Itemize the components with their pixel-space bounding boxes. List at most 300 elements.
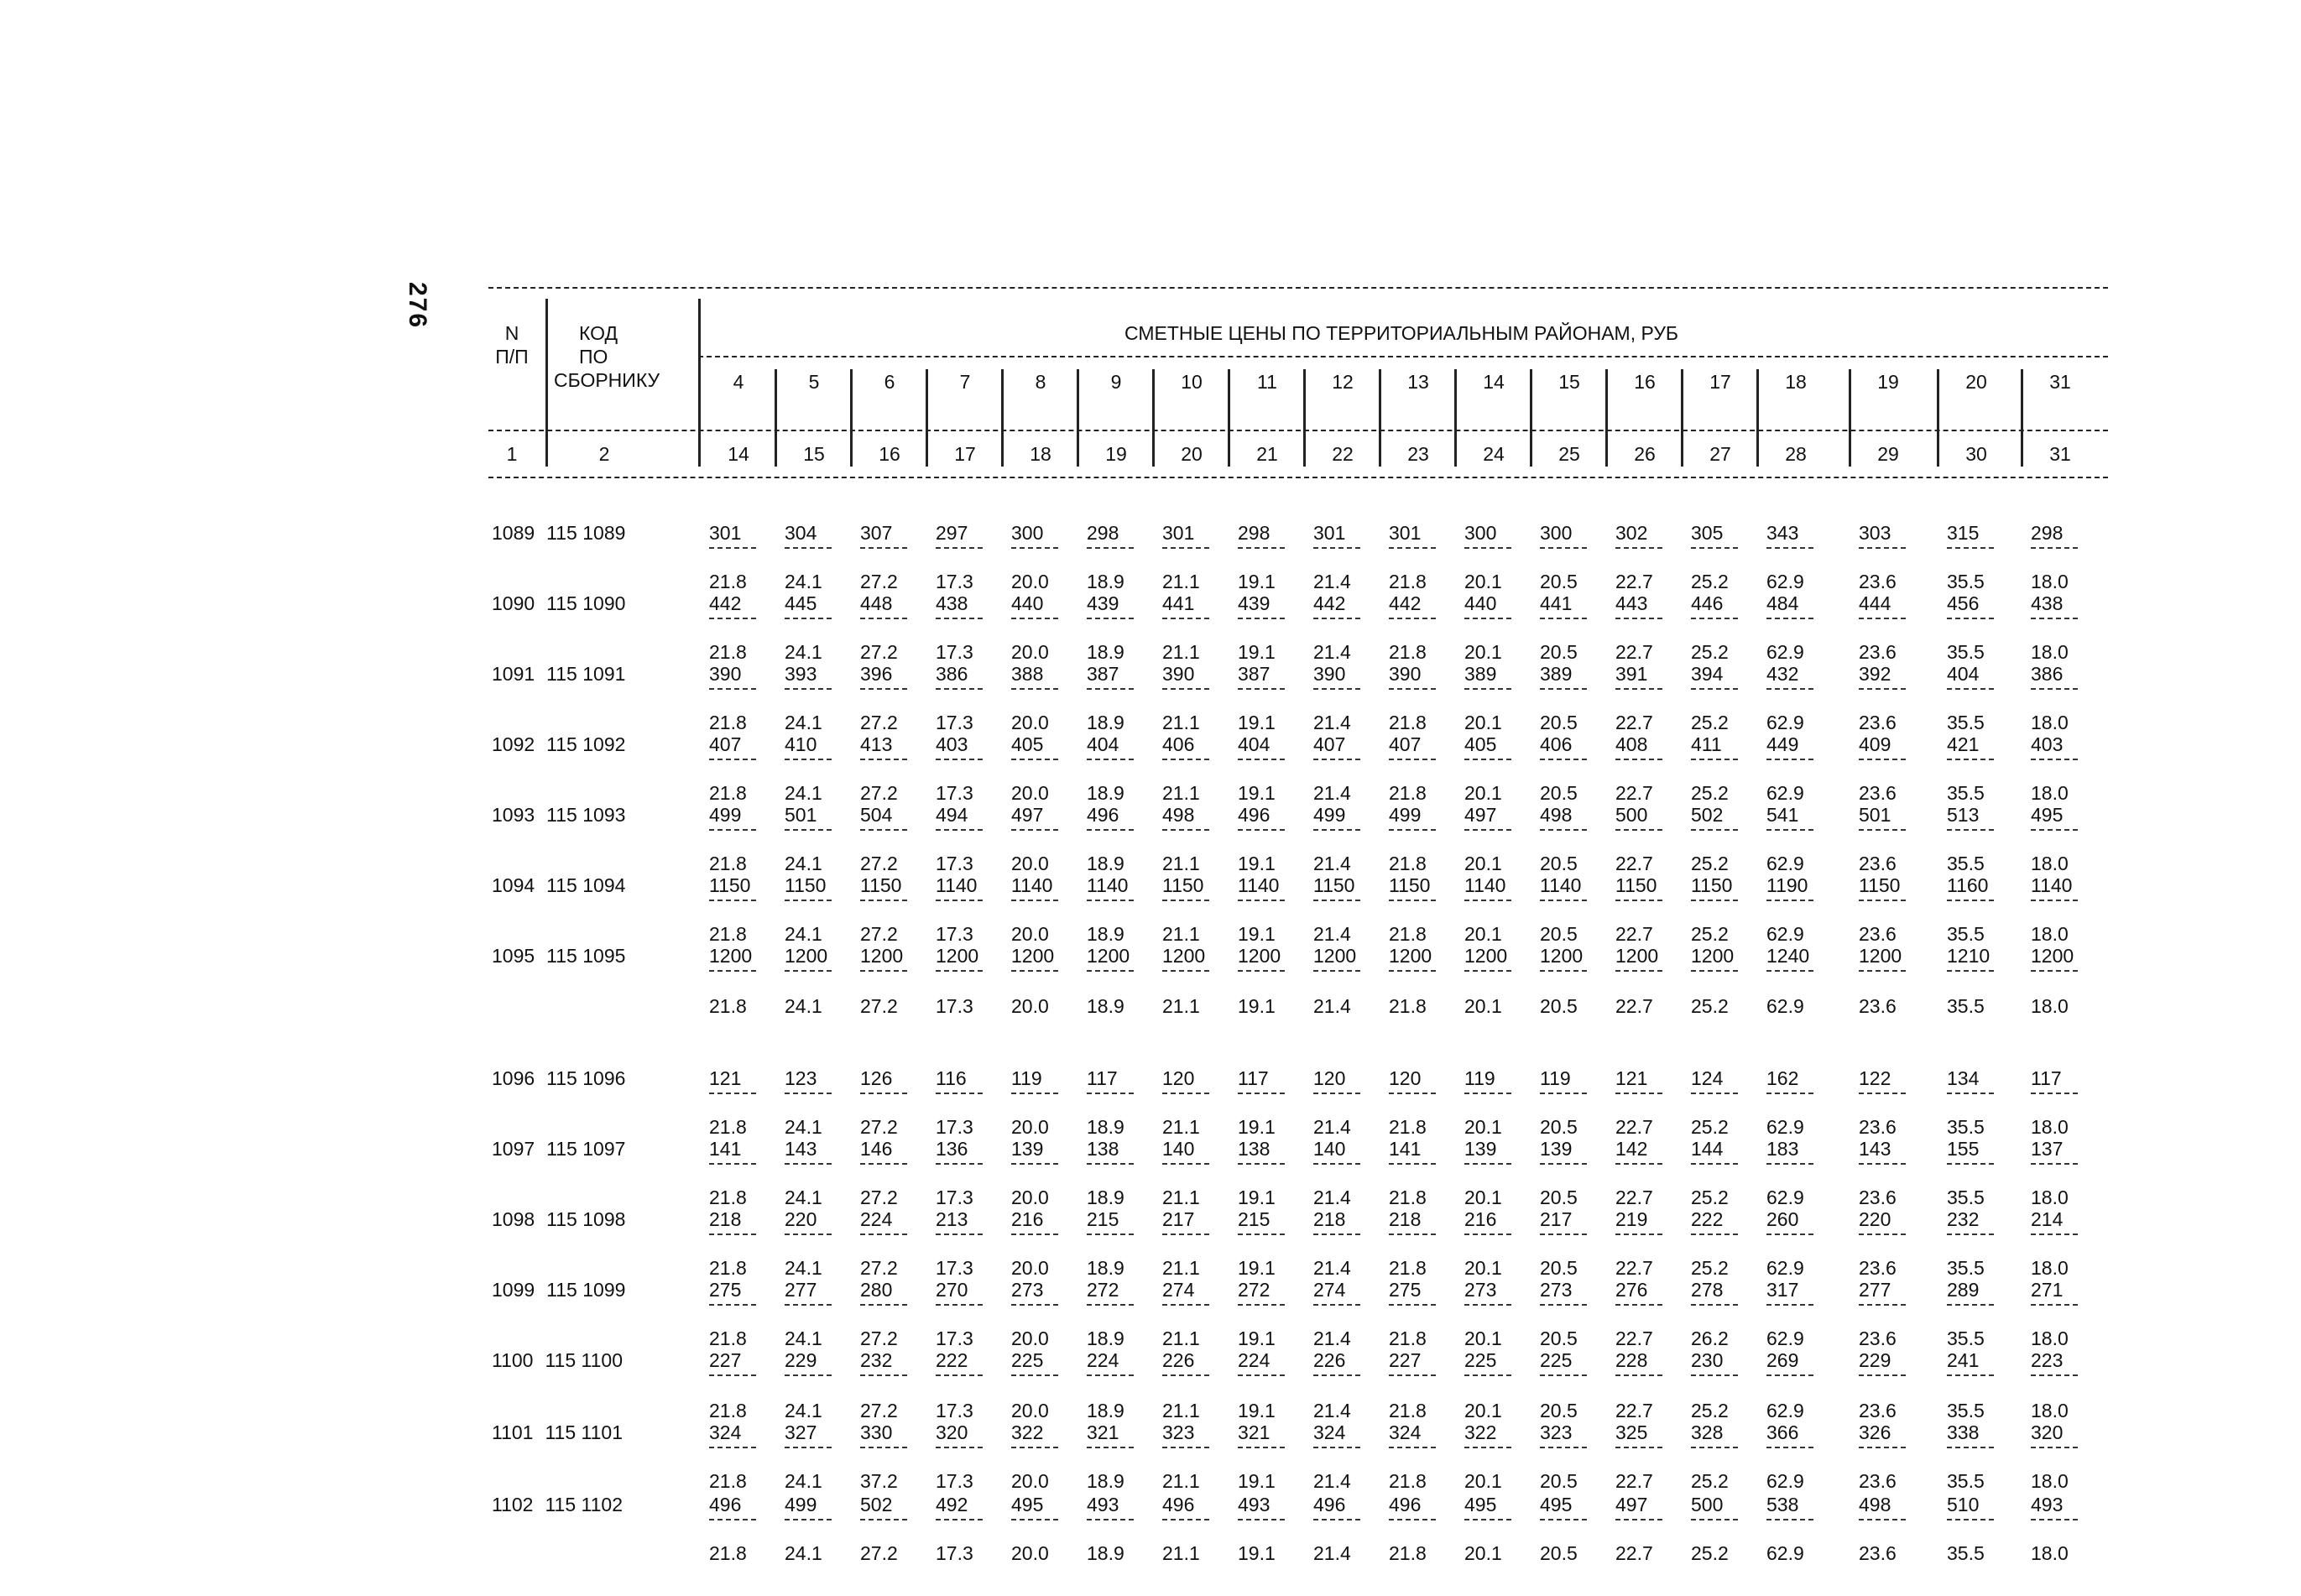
coefficient-cell: 21.8 xyxy=(1389,571,1427,592)
row-code: 115 1091 xyxy=(546,663,626,685)
price-cell: 216 xyxy=(1464,1208,1497,1230)
coefficient-cell: 20.0 xyxy=(1011,1327,1049,1349)
coefficient-cell: 35.5 xyxy=(1947,1116,1985,1138)
price-cell: 496 xyxy=(709,1494,742,1515)
fraction-line xyxy=(1464,970,1511,972)
region-header-13: 13 xyxy=(1407,371,1429,393)
region-header-8: 8 xyxy=(1035,371,1046,393)
price-cell: 421 xyxy=(1947,733,1980,755)
price-cell: 146 xyxy=(860,1138,893,1160)
index-header-31: 31 xyxy=(2049,443,2071,465)
fraction-line xyxy=(1313,547,1360,549)
coefficient-cell: 20.1 xyxy=(1464,995,1502,1017)
fraction-line xyxy=(1238,688,1285,690)
price-cell: 224 xyxy=(1087,1349,1119,1371)
fraction-line xyxy=(1238,900,1285,901)
price-cell: 272 xyxy=(1087,1279,1119,1301)
fraction-line xyxy=(1087,1163,1134,1165)
fraction-line xyxy=(1162,970,1209,972)
fraction-line xyxy=(1389,970,1436,972)
price-cell: 215 xyxy=(1238,1208,1271,1230)
fraction-line xyxy=(860,688,907,690)
price-cell: 438 xyxy=(936,592,968,614)
price-cell: 513 xyxy=(1947,804,1980,826)
coefficient-cell: 24.1 xyxy=(785,571,822,592)
price-cell: 496 xyxy=(1162,1494,1195,1515)
region-header-6: 6 xyxy=(884,371,895,393)
index-header-23: 23 xyxy=(1407,443,1429,465)
price-cell: 300 xyxy=(1464,522,1497,544)
coefficient-cell: 21.8 xyxy=(1389,1257,1427,1279)
fraction-line xyxy=(1011,1093,1058,1094)
fraction-line xyxy=(1011,1304,1058,1306)
fraction-line xyxy=(1162,1447,1209,1448)
coefficient-cell: 21.8 xyxy=(1389,641,1427,663)
index-header-26: 26 xyxy=(1634,443,1656,465)
header-n2: П/П xyxy=(495,346,529,368)
price-cell: 493 xyxy=(1087,1494,1119,1515)
coefficient-cell: 18.9 xyxy=(1087,1327,1124,1349)
fraction-line xyxy=(1691,1234,1738,1235)
fraction-line xyxy=(1766,900,1813,901)
fraction-line xyxy=(1162,618,1209,619)
coefficient-cell: 35.5 xyxy=(1947,782,1985,804)
fraction-line xyxy=(936,1304,983,1306)
region-divider xyxy=(850,369,853,467)
fraction-line xyxy=(2031,829,2078,831)
coefficient-cell: 21.8 xyxy=(1389,995,1427,1017)
price-cell: 408 xyxy=(1615,733,1648,755)
fraction-line xyxy=(1691,970,1738,972)
index-header-16: 16 xyxy=(879,443,900,465)
fraction-line xyxy=(1389,1163,1436,1165)
header-group-title: СМЕТНЫЕ ЦЕНЫ ПО ТЕРРИТОРИАЛЬНЫМ РАЙОНАМ, РУБ xyxy=(1124,322,1679,344)
coefficient-cell: 20.1 xyxy=(1464,1542,1502,1564)
fraction-line xyxy=(1313,759,1360,760)
row-label xyxy=(492,1421,623,1443)
coefficient-cell: 18.9 xyxy=(1087,1187,1124,1208)
coefficient-cell: 35.5 xyxy=(1947,923,1985,945)
price-cell: 1140 xyxy=(1238,874,1280,896)
coefficient-cell: 62.9 xyxy=(1766,641,1804,663)
price-cell: 124 xyxy=(1691,1067,1724,1089)
price-cell: 496 xyxy=(1389,1494,1422,1515)
price-cell: 315 xyxy=(1947,522,1980,544)
coefficient-cell: 21.1 xyxy=(1162,995,1200,1017)
fraction-line xyxy=(936,688,983,690)
fraction-line xyxy=(709,1163,756,1165)
fraction-line xyxy=(1389,1447,1436,1448)
row-label xyxy=(492,1138,625,1160)
coefficient-cell: 18.9 xyxy=(1087,782,1124,804)
coefficient-cell: 20.5 xyxy=(1540,712,1578,733)
price-cell: 297 xyxy=(936,522,968,544)
price-cell: 120 xyxy=(1389,1067,1422,1089)
coefficient-cell: 20.0 xyxy=(1011,571,1049,592)
region-divider xyxy=(1937,369,1939,467)
price-cell: 222 xyxy=(1691,1208,1724,1230)
price-cell: 307 xyxy=(860,522,893,544)
fraction-line xyxy=(1859,1234,1906,1235)
price-cell: 273 xyxy=(1011,1279,1044,1301)
fraction-line xyxy=(1011,970,1058,972)
fraction-line xyxy=(2031,1374,2078,1376)
fraction-line xyxy=(1947,1519,1994,1520)
fraction-line xyxy=(1238,1234,1285,1235)
coefficient-cell: 24.1 xyxy=(785,1116,822,1138)
price-cell: 260 xyxy=(1766,1208,1799,1230)
price-cell: 1150 xyxy=(1859,874,1901,896)
coefficient-cell: 19.1 xyxy=(1238,923,1276,945)
row-number: 1090 xyxy=(492,592,535,614)
fraction-line xyxy=(860,1374,907,1376)
coefficient-cell: 18.0 xyxy=(2031,995,2069,1017)
coefficient-cell: 27.2 xyxy=(860,1542,898,1564)
coefficient-cell: 19.1 xyxy=(1238,1470,1276,1492)
fraction-line xyxy=(860,547,907,549)
price-cell: 396 xyxy=(860,663,893,685)
fraction-line xyxy=(1615,547,1662,549)
coefficient-cell: 18.0 xyxy=(2031,782,2069,804)
coefficient-cell: 62.9 xyxy=(1766,853,1804,874)
coefficient-cell: 18.9 xyxy=(1087,853,1124,874)
fraction-line xyxy=(2031,759,2078,760)
price-cell: 538 xyxy=(1766,1494,1799,1515)
price-cell: 392 xyxy=(1859,663,1891,685)
coefficient-cell: 21.4 xyxy=(1313,641,1351,663)
price-cell: 225 xyxy=(1464,1349,1497,1371)
price-cell: 226 xyxy=(1162,1349,1195,1371)
fraction-line xyxy=(1766,1447,1813,1448)
coefficient-cell: 25.2 xyxy=(1691,853,1729,874)
fraction-line xyxy=(1389,1304,1436,1306)
coefficient-cell: 21.1 xyxy=(1162,1257,1200,1279)
fraction-line xyxy=(1087,1519,1134,1520)
fraction-line xyxy=(1540,1234,1587,1235)
price-cell: 143 xyxy=(1859,1138,1891,1160)
fraction-line xyxy=(1011,829,1058,831)
coefficient-cell: 20.5 xyxy=(1540,995,1578,1017)
fraction-line xyxy=(1766,1374,1813,1376)
coefficient-cell: 17.3 xyxy=(936,853,973,874)
row-code: 115 1099 xyxy=(546,1279,626,1301)
price-cell: 126 xyxy=(860,1067,893,1089)
coefficient-cell: 22.7 xyxy=(1615,782,1653,804)
coefficient-cell: 21.8 xyxy=(709,641,747,663)
fraction-line xyxy=(1691,759,1738,760)
coefficient-cell: 25.2 xyxy=(1691,923,1729,945)
fraction-line xyxy=(2031,1234,2078,1235)
fraction-line xyxy=(1615,1447,1662,1448)
fraction-line xyxy=(2031,970,2078,972)
price-cell: 403 xyxy=(936,733,968,755)
fraction-line xyxy=(936,618,983,619)
fraction-line xyxy=(1691,547,1738,549)
price-cell: 410 xyxy=(785,733,817,755)
fraction-line xyxy=(1947,1163,1994,1165)
row-label xyxy=(492,874,625,896)
coefficient-cell: 21.8 xyxy=(1389,923,1427,945)
row-number: 1095 xyxy=(492,945,535,967)
coefficient-cell: 17.3 xyxy=(936,712,973,733)
fraction-line xyxy=(1766,688,1813,690)
coefficient-cell: 23.6 xyxy=(1859,1470,1897,1492)
fraction-line xyxy=(1859,829,1906,831)
price-cell: 300 xyxy=(1011,522,1044,544)
price-cell: 224 xyxy=(860,1208,893,1230)
price-cell: 271 xyxy=(2031,1279,2064,1301)
coefficient-cell: 23.6 xyxy=(1859,782,1897,804)
fraction-line xyxy=(1859,1093,1906,1094)
region-header-16: 16 xyxy=(1634,371,1656,393)
price-cell: 120 xyxy=(1313,1067,1346,1089)
price-cell: 441 xyxy=(1162,592,1195,614)
fraction-line xyxy=(785,1093,832,1094)
coefficient-cell: 19.1 xyxy=(1238,571,1276,592)
row-label xyxy=(492,804,625,826)
index-header-28: 28 xyxy=(1785,443,1807,465)
fraction-line xyxy=(1011,759,1058,760)
region-divider xyxy=(926,369,928,467)
price-cell: 139 xyxy=(1540,1138,1573,1160)
coefficient-cell: 23.6 xyxy=(1859,1116,1897,1138)
price-cell: 275 xyxy=(709,1279,742,1301)
coefficient-cell: 27.2 xyxy=(860,853,898,874)
row-number: 1094 xyxy=(492,874,535,896)
price-cell: 322 xyxy=(1011,1421,1044,1443)
fraction-line xyxy=(1011,1163,1058,1165)
price-cell: 138 xyxy=(1238,1138,1271,1160)
fraction-line xyxy=(1540,1093,1587,1094)
price-cell: 269 xyxy=(1766,1349,1799,1371)
fraction-line xyxy=(1011,618,1058,619)
region-header-14: 14 xyxy=(1483,371,1505,393)
region-header-31: 31 xyxy=(2049,371,2071,393)
fraction-line xyxy=(936,759,983,760)
index-header-14: 14 xyxy=(728,443,749,465)
price-cell: 136 xyxy=(936,1138,968,1160)
coefficient-cell: 21.1 xyxy=(1162,1470,1200,1492)
coefficient-cell: 21.1 xyxy=(1162,1116,1200,1138)
price-cell: 324 xyxy=(1389,1421,1422,1443)
coefficient-cell: 21.8 xyxy=(1389,853,1427,874)
row-number: 1091 xyxy=(492,663,535,685)
fraction-line xyxy=(785,547,832,549)
price-cell: 225 xyxy=(1540,1349,1573,1371)
coefficient-cell: 21.8 xyxy=(709,571,747,592)
coefficient-cell: 25.2 xyxy=(1691,782,1729,804)
coefficient-cell: 22.7 xyxy=(1615,712,1653,733)
price-cell: 155 xyxy=(1947,1138,1980,1160)
price-cell: 442 xyxy=(1313,592,1346,614)
row-code: 115 1090 xyxy=(546,592,626,614)
price-cell: 302 xyxy=(1615,522,1648,544)
row-label xyxy=(492,522,625,544)
index-header-19: 19 xyxy=(1105,443,1127,465)
coefficient-cell: 18.0 xyxy=(2031,1187,2069,1208)
fraction-line xyxy=(1389,829,1436,831)
price-cell: 1140 xyxy=(1540,874,1582,896)
coefficient-cell: 20.5 xyxy=(1540,1187,1578,1208)
row-number: 1102 xyxy=(492,1494,534,1515)
price-cell: 141 xyxy=(709,1138,742,1160)
price-cell: 218 xyxy=(1313,1208,1346,1230)
price-cell: 272 xyxy=(1238,1279,1271,1301)
coefficient-cell: 17.3 xyxy=(936,571,973,592)
fraction-line xyxy=(1540,1447,1587,1448)
coefficient-cell: 21.1 xyxy=(1162,712,1200,733)
region-header-7: 7 xyxy=(959,371,971,393)
coefficient-cell: 18.0 xyxy=(2031,1542,2069,1564)
fraction-line xyxy=(1615,1234,1662,1235)
coefficient-cell: 17.3 xyxy=(936,1116,973,1138)
coefficient-cell: 21.4 xyxy=(1313,571,1351,592)
coefficient-cell: 19.1 xyxy=(1238,1542,1276,1564)
coefficient-cell: 18.0 xyxy=(2031,1116,2069,1138)
fraction-line xyxy=(1947,759,1994,760)
price-cell: 1200 xyxy=(1087,945,1130,967)
fraction-line xyxy=(1011,1374,1058,1376)
fraction-line xyxy=(936,1234,983,1235)
fraction-line xyxy=(860,900,907,901)
coefficient-cell: 18.0 xyxy=(2031,712,2069,733)
coefficient-cell: 25.2 xyxy=(1691,1116,1729,1138)
fraction-line xyxy=(860,618,907,619)
coefficient-cell: 23.6 xyxy=(1859,571,1897,592)
price-cell: 223 xyxy=(2031,1349,2064,1371)
fraction-line xyxy=(1464,1374,1511,1376)
price-cell: 123 xyxy=(785,1067,817,1089)
coefficient-cell: 20.1 xyxy=(1464,1470,1502,1492)
price-cell: 142 xyxy=(1615,1138,1648,1160)
price-cell: 121 xyxy=(1615,1067,1648,1089)
fraction-line xyxy=(1615,618,1662,619)
fraction-line xyxy=(1859,970,1906,972)
price-cell: 225 xyxy=(1011,1349,1044,1371)
fraction-line xyxy=(1859,688,1906,690)
row-number: 1092 xyxy=(492,733,535,755)
coefficient-cell: 18.0 xyxy=(2031,641,2069,663)
index-header-22: 22 xyxy=(1332,443,1354,465)
price-cell: 394 xyxy=(1691,663,1724,685)
fraction-line xyxy=(1389,900,1436,901)
price-cell: 324 xyxy=(709,1421,742,1443)
region-divider xyxy=(2021,369,2023,467)
price-cell: 1140 xyxy=(1464,874,1506,896)
price-cell: 219 xyxy=(1615,1208,1648,1230)
fraction-line xyxy=(1615,1374,1662,1376)
fraction-line xyxy=(1859,900,1906,901)
price-cell: 304 xyxy=(785,522,817,544)
coefficient-cell: 21.1 xyxy=(1162,923,1200,945)
coefficient-cell: 18.9 xyxy=(1087,1470,1124,1492)
coefficient-cell: 20.5 xyxy=(1540,1470,1578,1492)
price-cell: 120 xyxy=(1162,1067,1195,1089)
fraction-line xyxy=(936,970,983,972)
fraction-line xyxy=(1691,1304,1738,1306)
price-cell: 497 xyxy=(1011,804,1044,826)
price-cell: 323 xyxy=(1540,1421,1573,1443)
region-divider xyxy=(1454,369,1457,467)
row-label xyxy=(492,1494,623,1515)
fraction-line xyxy=(1162,1093,1209,1094)
coefficient-cell: 23.6 xyxy=(1859,923,1897,945)
fraction-line xyxy=(1389,1519,1436,1520)
price-cell: 217 xyxy=(1162,1208,1195,1230)
price-cell: 1150 xyxy=(785,874,827,896)
coefficient-cell: 27.2 xyxy=(860,712,898,733)
price-cell: 1200 xyxy=(1691,945,1735,967)
price-cell: 496 xyxy=(1238,804,1271,826)
price-cell: 270 xyxy=(936,1279,968,1301)
price-cell: 497 xyxy=(1615,1494,1648,1515)
price-cell: 1200 xyxy=(1389,945,1432,967)
price-cell: 390 xyxy=(1313,663,1346,685)
coefficient-cell: 23.6 xyxy=(1859,641,1897,663)
row-code: 115 1098 xyxy=(546,1208,626,1230)
price-cell: 1160 xyxy=(1947,874,1989,896)
price-cell: 218 xyxy=(1389,1208,1422,1230)
coefficient-cell: 17.3 xyxy=(936,1400,973,1421)
price-cell: 274 xyxy=(1162,1279,1195,1301)
price-cell: 404 xyxy=(1947,663,1980,685)
coefficient-cell: 24.1 xyxy=(785,1187,822,1208)
price-cell: 122 xyxy=(1859,1067,1891,1089)
coefficient-cell: 21.8 xyxy=(709,1327,747,1349)
coefficient-cell: 62.9 xyxy=(1766,1257,1804,1279)
fraction-line xyxy=(1238,829,1285,831)
fraction-line xyxy=(1162,900,1209,901)
coefficient-cell: 18.0 xyxy=(2031,1470,2069,1492)
fraction-line xyxy=(785,1374,832,1376)
region-divider xyxy=(1605,369,1608,467)
price-cell: 322 xyxy=(1464,1421,1497,1443)
price-cell: 1200 xyxy=(1238,945,1281,967)
price-cell: 439 xyxy=(1087,592,1119,614)
fraction-line xyxy=(936,1093,983,1094)
price-cell: 390 xyxy=(1162,663,1195,685)
fraction-line xyxy=(1691,829,1738,831)
fraction-line xyxy=(785,759,832,760)
row-label xyxy=(492,1349,623,1371)
fraction-line xyxy=(1615,900,1662,901)
fraction-line xyxy=(1464,1093,1511,1094)
row-number: 1099 xyxy=(492,1279,535,1301)
region-divider xyxy=(1077,369,1079,467)
fraction-line xyxy=(1087,829,1134,831)
region-divider xyxy=(1849,369,1851,467)
coefficient-cell: 35.5 xyxy=(1947,1187,1985,1208)
coefficient-cell: 37.2 xyxy=(860,1470,898,1492)
coefficient-cell: 20.0 xyxy=(1011,1400,1049,1421)
coefficient-cell: 21.4 xyxy=(1313,923,1351,945)
coefficient-cell: 21.4 xyxy=(1313,1470,1351,1492)
fraction-line xyxy=(2031,547,2078,549)
price-cell: 303 xyxy=(1859,522,1891,544)
price-cell: 1210 xyxy=(1947,945,1991,967)
price-cell: 500 xyxy=(1691,1494,1724,1515)
coefficient-cell: 19.1 xyxy=(1238,1327,1276,1349)
price-cell: 366 xyxy=(1766,1421,1799,1443)
coefficient-cell: 62.9 xyxy=(1766,923,1804,945)
price-cell: 232 xyxy=(1947,1208,1980,1230)
fraction-line xyxy=(1313,688,1360,690)
row-code: 115 1097 xyxy=(546,1138,626,1160)
fraction-line xyxy=(860,1304,907,1306)
coefficient-cell: 25.2 xyxy=(1691,1257,1729,1279)
fraction-line xyxy=(1859,1163,1906,1165)
fraction-line xyxy=(1313,1234,1360,1235)
